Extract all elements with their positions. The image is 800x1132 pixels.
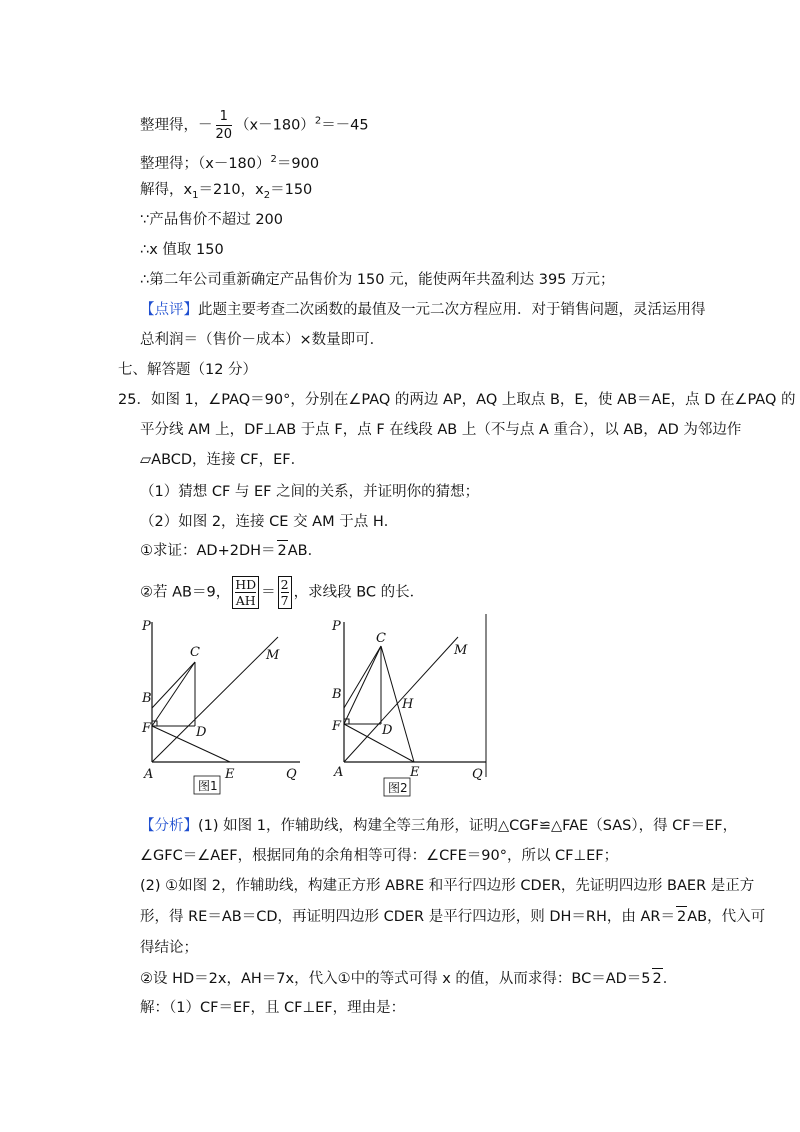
label-b: B bbox=[142, 691, 152, 706]
line-condition: ∵产品售价不超过 200 bbox=[140, 212, 284, 228]
label-d: D bbox=[196, 725, 207, 740]
sqrt-radicand: 2 bbox=[277, 540, 288, 561]
question-line-3: ▱ABCD，连接 CF，EF． bbox=[140, 452, 306, 468]
segment-bc bbox=[152, 662, 195, 708]
question-part-2b bbox=[140, 576, 424, 609]
text: ②设 HD＝2x，AH＝7x，代入①中的等式可得 x 的值，从而求得：BC＝AD＝5 bbox=[140, 971, 651, 987]
text: ＝210，x bbox=[198, 182, 264, 198]
fraction-numerator: 1 bbox=[216, 108, 233, 126]
label-a: A bbox=[334, 765, 344, 780]
text: ． bbox=[662, 971, 678, 987]
label-f: F bbox=[332, 719, 342, 734]
label-c: C bbox=[190, 645, 200, 660]
bisector-am bbox=[152, 637, 278, 762]
label-p: P bbox=[142, 619, 151, 634]
label-e: E bbox=[410, 765, 420, 780]
text: (1) 如图 1，作辅助线，构建全等三角形，证明△CGF≌△FAE（SAS），得 CF＝EF， bbox=[198, 818, 738, 834]
question-part-2: （2）如图 2，连接 CE 交 AM 于点 H． bbox=[140, 514, 399, 530]
text: ＝－45 bbox=[321, 117, 369, 134]
fraction-numerator: 2 bbox=[280, 577, 289, 592]
analysis-line-1 bbox=[140, 816, 737, 836]
label-c: C bbox=[376, 631, 386, 646]
analysis-line-6 bbox=[140, 968, 677, 989]
line-comment bbox=[140, 300, 706, 320]
line-equation-2 bbox=[140, 150, 319, 174]
figure-1 bbox=[140, 612, 320, 802]
question-line-1: 25．如图 1，∠PAQ＝90°，分别在∠PAQ 的两边 AP，AQ 上取点 B，E，使 AB＝AE，点 D 在∠PAQ 的 bbox=[118, 392, 796, 408]
subscript: 2 bbox=[263, 189, 271, 201]
label-q: Q bbox=[286, 767, 297, 782]
sqrt-radicand: 2 bbox=[676, 906, 687, 927]
text: ②若 AB＝9， bbox=[140, 584, 231, 601]
label-f: F bbox=[142, 721, 152, 736]
analysis-line-4 bbox=[140, 906, 765, 927]
text: AB，代入可 bbox=[687, 909, 766, 925]
line-value: ∴x 值取 150 bbox=[140, 242, 224, 258]
question-part-1: （1）猜想 CF 与 EF 之间的关系，并证明你的猜想； bbox=[140, 484, 480, 500]
label-m: M bbox=[266, 648, 280, 663]
fraction-numerator: HD bbox=[235, 577, 257, 592]
analysis-tag: 【分析】 bbox=[140, 818, 198, 834]
text: 形，得 RE＝AB＝CD，再证明四边形 CDER 是平行四边形，则 DH＝RH，由 AR＝ bbox=[140, 909, 676, 925]
segment-bc bbox=[344, 646, 381, 708]
subscript: 1 bbox=[192, 189, 199, 201]
text: 此题主要考查二次函数的最值及一元二次方程应用．对于销售问题，灵活运用得 bbox=[198, 302, 706, 318]
text: 解得，x bbox=[140, 182, 193, 198]
line-equation-1 bbox=[140, 108, 369, 143]
bisector-am bbox=[344, 637, 458, 762]
question-line-2: 平分线 AM 上，DF⊥AB 于点 F，点 F 在线段 AB 上（不与点 A 重合），以 AB，AD 为邻边作 bbox=[140, 422, 742, 438]
analysis-line-3: (2) ①如图 2，作辅助线，构建正方形 ABRE 和平行四边形 CDER，先证明四边形 BAER 是正方 bbox=[140, 878, 755, 894]
label-m: M bbox=[454, 643, 468, 658]
question-part-2a bbox=[140, 540, 322, 561]
line-solution-roots bbox=[140, 180, 312, 206]
sqrt-radicand: 2 bbox=[652, 968, 663, 989]
segment-fe bbox=[344, 724, 414, 762]
fraction-denominator: AH bbox=[235, 593, 256, 608]
comment-tag: 【点评】 bbox=[140, 302, 198, 318]
figure-2 bbox=[326, 612, 496, 802]
label-h: H bbox=[402, 697, 414, 712]
segment-fe bbox=[152, 726, 230, 762]
boxed-fraction bbox=[278, 576, 292, 609]
label-d: D bbox=[382, 723, 393, 738]
line-conclusion: ∴第二年公司重新确定产品售价为 150 元，能使两年共盈利达 395 万元； bbox=[140, 272, 615, 288]
text: 整理得，－ bbox=[140, 117, 213, 134]
segment-cf bbox=[344, 646, 381, 724]
exponent: 2 bbox=[270, 154, 277, 165]
section-heading: 七、解答题（12 分） bbox=[118, 362, 258, 378]
analysis-line-5: 得结论； bbox=[140, 940, 198, 956]
text: AB． bbox=[287, 543, 323, 559]
label-q: Q bbox=[472, 767, 483, 782]
label-a: A bbox=[144, 767, 154, 782]
segment-cf bbox=[152, 662, 195, 726]
fraction-denominator: 20 bbox=[215, 127, 233, 142]
exponent: 2 bbox=[314, 115, 322, 127]
text: ＝ bbox=[261, 584, 276, 601]
text: ，求线段 BC 的长． bbox=[293, 584, 425, 601]
text: ①求证：AD+2DH＝ bbox=[140, 543, 276, 559]
boxed-fraction bbox=[232, 576, 259, 609]
solution-start: 解：（1）CF＝EF，且 CF⊥EF，理由是： bbox=[140, 1000, 406, 1016]
text: 整理得；（x－180） bbox=[140, 155, 271, 172]
figure-caption: 图1 bbox=[198, 779, 218, 793]
text: ＝900 bbox=[276, 155, 320, 172]
figure-caption: 图2 bbox=[388, 781, 408, 795]
text: （x－180） bbox=[235, 117, 315, 134]
label-b: B bbox=[332, 687, 342, 702]
analysis-line-2: ∠GFC＝∠AEF，根据同角的余角相等可得：∠CFE＝90°，所以 CF⊥EF； bbox=[140, 848, 619, 864]
fraction bbox=[216, 108, 233, 143]
label-e: E bbox=[225, 767, 235, 782]
fraction-denominator: 7 bbox=[280, 593, 289, 608]
text: ＝150 bbox=[270, 182, 313, 198]
label-p: P bbox=[332, 619, 341, 634]
line-comment-2: 总利润＝（售价－成本）×数量即可． bbox=[140, 332, 385, 348]
